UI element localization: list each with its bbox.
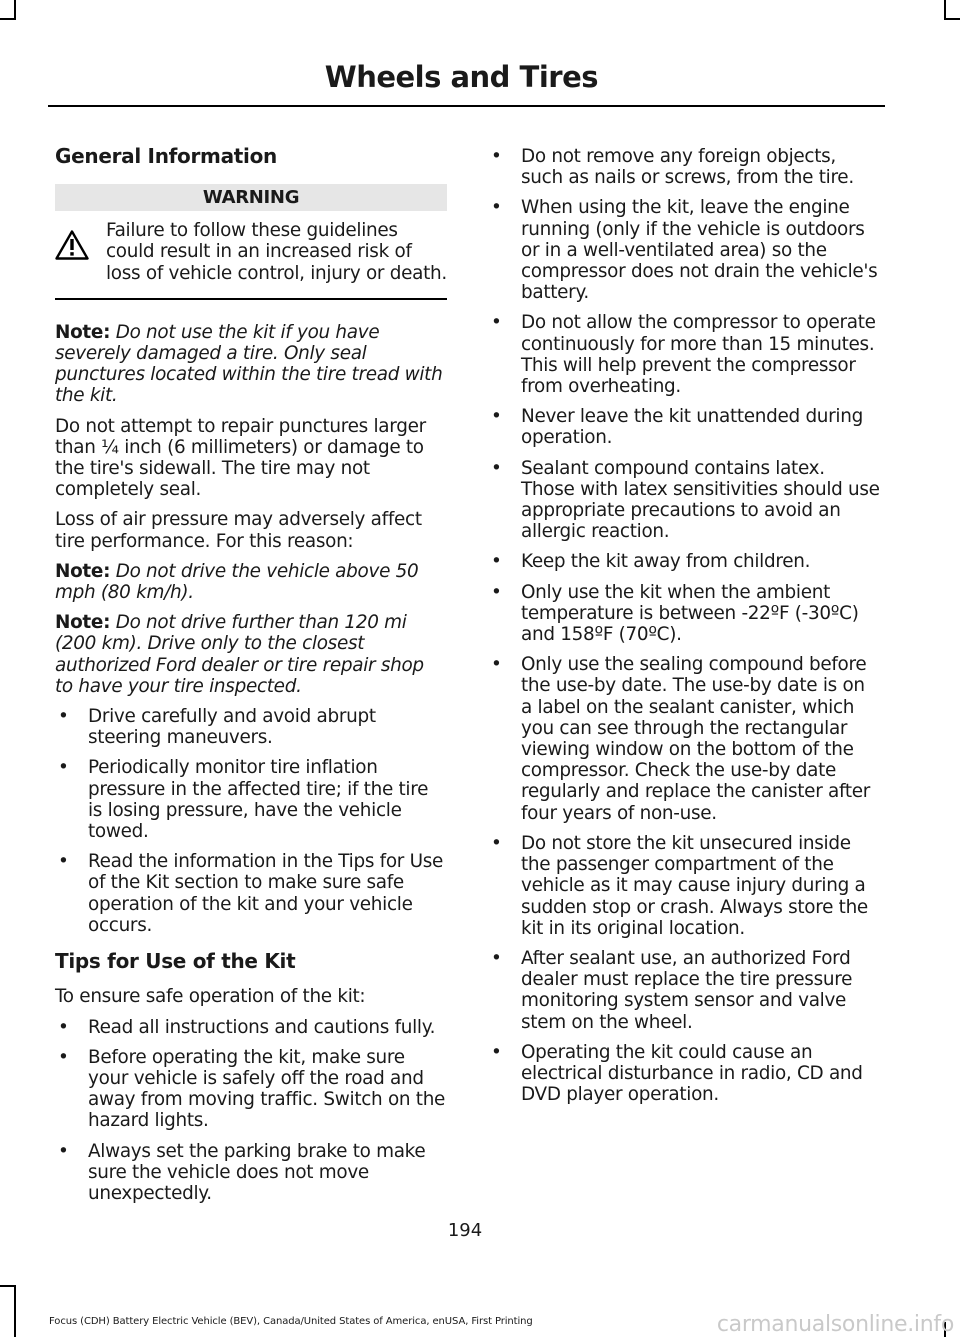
warning-box bbox=[55, 184, 447, 300]
crop-mark bbox=[14, 0, 16, 20]
bullet-list-kit-cautions bbox=[488, 146, 880, 1105]
list-item: • When using the kit, leave the engine running (only if the vehicle is outdoors or in a well-ventilated area) so the compressor does not drain the vehicle's battery. bbox=[491, 197, 878, 304]
list-item: • Only use the kit when the ambient temperature is between -22ºF (-30ºC) and 158ºF (70ºC). bbox=[491, 581, 859, 646]
warning-divider bbox=[55, 298, 447, 300]
warning-triangle-icon bbox=[55, 220, 89, 284]
crop-mark bbox=[944, 18, 960, 20]
list-item: • Drive carefully and avoid abrupt steering maneuvers. bbox=[58, 706, 376, 749]
footer-text: Focus (CDH) Battery Electric Vehicle (BEV), Canada/United States of America, enUSA, First Printing bbox=[49, 1316, 533, 1327]
list-item: • Before operating the kit, make sure your vehicle is safely off the road and away from moving traffic. Switch on the hazard lights. bbox=[58, 1046, 446, 1132]
bullet-list-tips bbox=[55, 1017, 447, 1205]
note-label: Note: bbox=[55, 612, 111, 634]
warning-text: Failure to follow these guidelines could result in an increased risk of loss of vehicle control, injury or death. bbox=[106, 220, 447, 284]
warning-label: WARNING bbox=[55, 184, 447, 211]
list-item: • Do not store the kit unsecured inside the passenger compartment of the vehicle as it may cause injury during a sudden stop or crash. Always store the kit in its original location. bbox=[491, 832, 868, 939]
paragraph-safe-operation: To ensure safe operation of the kit: bbox=[55, 986, 366, 1008]
list-item: • Never leave the kit unattended during operation. bbox=[491, 406, 863, 449]
header-divider bbox=[48, 105, 885, 107]
list-item: • Periodically monitor tire inflation pressure in the affected tire; if the tire is losing pressure, have the vehicle towed. bbox=[58, 757, 429, 843]
crop-mark bbox=[944, 0, 946, 20]
left-column bbox=[55, 146, 447, 1213]
note-speed bbox=[55, 561, 447, 603]
note-text: Do not drive further than 120 mi (200 km). Drive only to the closest authorized Ford dealer or tire repair shop to have your tire inspected. bbox=[55, 612, 424, 697]
list-item: • Read all instructions and cautions fully. bbox=[58, 1016, 436, 1038]
note-distance bbox=[55, 612, 447, 697]
note-label: Note: bbox=[55, 321, 111, 343]
list-item: • Keep the kit away from children. bbox=[491, 551, 811, 573]
page-number: 194 bbox=[447, 1220, 483, 1241]
list-item: • Read the information in the Tips for Use of the Kit section to make sure safe operation of the kit and your vehicle occurs. bbox=[58, 851, 444, 936]
crop-mark bbox=[14, 1285, 16, 1337]
paragraph-puncture-size: Do not attempt to repair punctures larger than ¼ inch (6 millimeters) or damage to the tire's sidewall. The tire may not completely seal. bbox=[55, 415, 426, 501]
right-column bbox=[488, 146, 880, 1114]
note-severe-damage bbox=[55, 322, 447, 407]
note-label: Note: bbox=[55, 560, 111, 582]
crop-mark bbox=[0, 18, 16, 20]
section-heading-general: General Information bbox=[55, 144, 277, 168]
list-item: • Only use the sealing compound before the use-by date. The use-by date is on a label on the sealant canister, which you can see through the rectangular viewing window on the bottom of the compressor. Check the use-by date regularly and replace the canister after four years of non-use. bbox=[491, 654, 871, 824]
list-item: • Operating the kit could cause an electrical disturbance in radio, CD and DVD player operation. bbox=[491, 1041, 863, 1106]
paragraph-air-pressure: Loss of air pressure may adversely affect tire performance. For this reason: bbox=[55, 509, 422, 552]
note-text: Do not drive the vehicle above 50 mph (80 km/h). bbox=[55, 560, 419, 604]
bullet-list-driving bbox=[55, 706, 447, 936]
list-item: • Do not remove any foreign objects, such as nails or screws, from the tire. bbox=[491, 146, 854, 189]
list-item: • Always set the parking brake to make sure the vehicle does not move unexpectedly. bbox=[58, 1140, 426, 1204]
page-title: Wheels and Tires bbox=[324, 60, 598, 94]
note-text: Do not use the kit if you have severely damaged a tire. Only seal punctures located within the tire tread with the kit. bbox=[55, 321, 443, 407]
list-item: • Sealant compound contains latex. Those with latex sensitivities should use appropriate precautions to avoid an allergic reaction. bbox=[491, 457, 880, 543]
section-heading-tips: Tips for Use of the Kit bbox=[55, 949, 296, 974]
watermark: carmanualsonline.info bbox=[716, 1312, 954, 1337]
list-item: • Do not allow the compressor to operate continuously for more than 15 minutes. This will help prevent the compressor from overheating. bbox=[491, 312, 876, 398]
list-item: • After sealant use, an authorized Ford dealer must replace the tire pressure monitoring system sensor and valve stem on the wheel. bbox=[491, 947, 853, 1033]
crop-mark bbox=[0, 1285, 16, 1287]
